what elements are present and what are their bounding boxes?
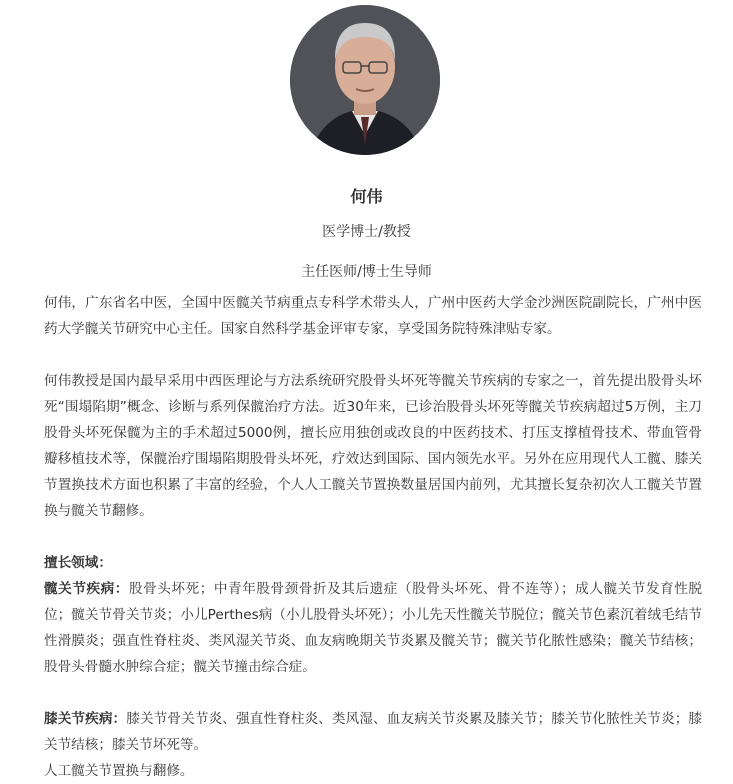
- doctor-name: 何伟: [350, 187, 383, 206]
- doctor-degree: 医学博士/教授: [322, 224, 411, 240]
- hip-text: 股骨头坏死；中青年股骨颈骨折及其后遗症（股骨头坏死、骨不连等）；成人髋关节发育性脱位；髋关节骨关节炎；小儿Perthes病（小儿股骨头坏死）；小儿先天性髋关节脱位；髋关节色素沉着绒毛结节性滑膜炎；强直性脊柱炎、类风湿关节炎、血友病晚期关节炎累及髋关节；髋关节化脓性感染；髋关节结核；股骨头骨髓水肿综合症；髋关节撞击综合症。: [44, 581, 703, 675]
- knee-label: 膝关节疾病：: [44, 711, 127, 727]
- hip-label: 髋关节疾病：: [44, 581, 129, 597]
- doctor-position: 主任医师/博士生导师: [301, 264, 432, 280]
- bio-paragraph-2: 何伟教授是国内最早采用中西医理论与方法系统研究股骨头坏死等髋关节疾病的专家之一，首先提出股骨头坏死“围塌陷期”概念、诊断与系列保髋治疗方法。近30年来，已诊治股骨头坏死等髋关节疾病超过5万例，主刀股骨头坏死保髋为主的手术超过5000例，擅长应用独创或改良的中医药技术、打压支撑植骨技术、带血管骨瓣移植技术等，保髋治疗围塌陷期股骨头坏死，疗效达到国际、国内领先水平。另外在应用现代人工髋、膝关节置换技术方面也积累了丰富的经验，个人人工髋关节置换数量居国内前列，尤其擅长复杂初次人工髋关节置换与髋关节翻修。: [44, 373, 702, 519]
- portrait-image: [290, 5, 440, 155]
- joint-replacement-text: 人工髋关节置换与翻修。: [44, 763, 194, 779]
- hip-specialties: [44, 576, 702, 680]
- doctor-portrait: [290, 5, 440, 155]
- bio-paragraph-1: 何伟，广东省名中医，全国中医髋关节病重点专科学术带头人，广州中医药大学金沙洲医院副院长，广州中医药大学髋关节研究中心主任。国家自然科学基金评审专家，享受国务院特殊津贴专家。: [44, 295, 702, 337]
- bio-section: [44, 290, 702, 784]
- knee-text: 膝关节骨关节炎、强直性脊柱炎、类风湿、血友病关节炎累及膝关节；膝关节化脓性关节炎；膝关节结核；膝关节坏死等。: [44, 711, 702, 753]
- knee-specialties: [44, 706, 702, 758]
- specialties-heading: 擅长领域：: [44, 555, 112, 571]
